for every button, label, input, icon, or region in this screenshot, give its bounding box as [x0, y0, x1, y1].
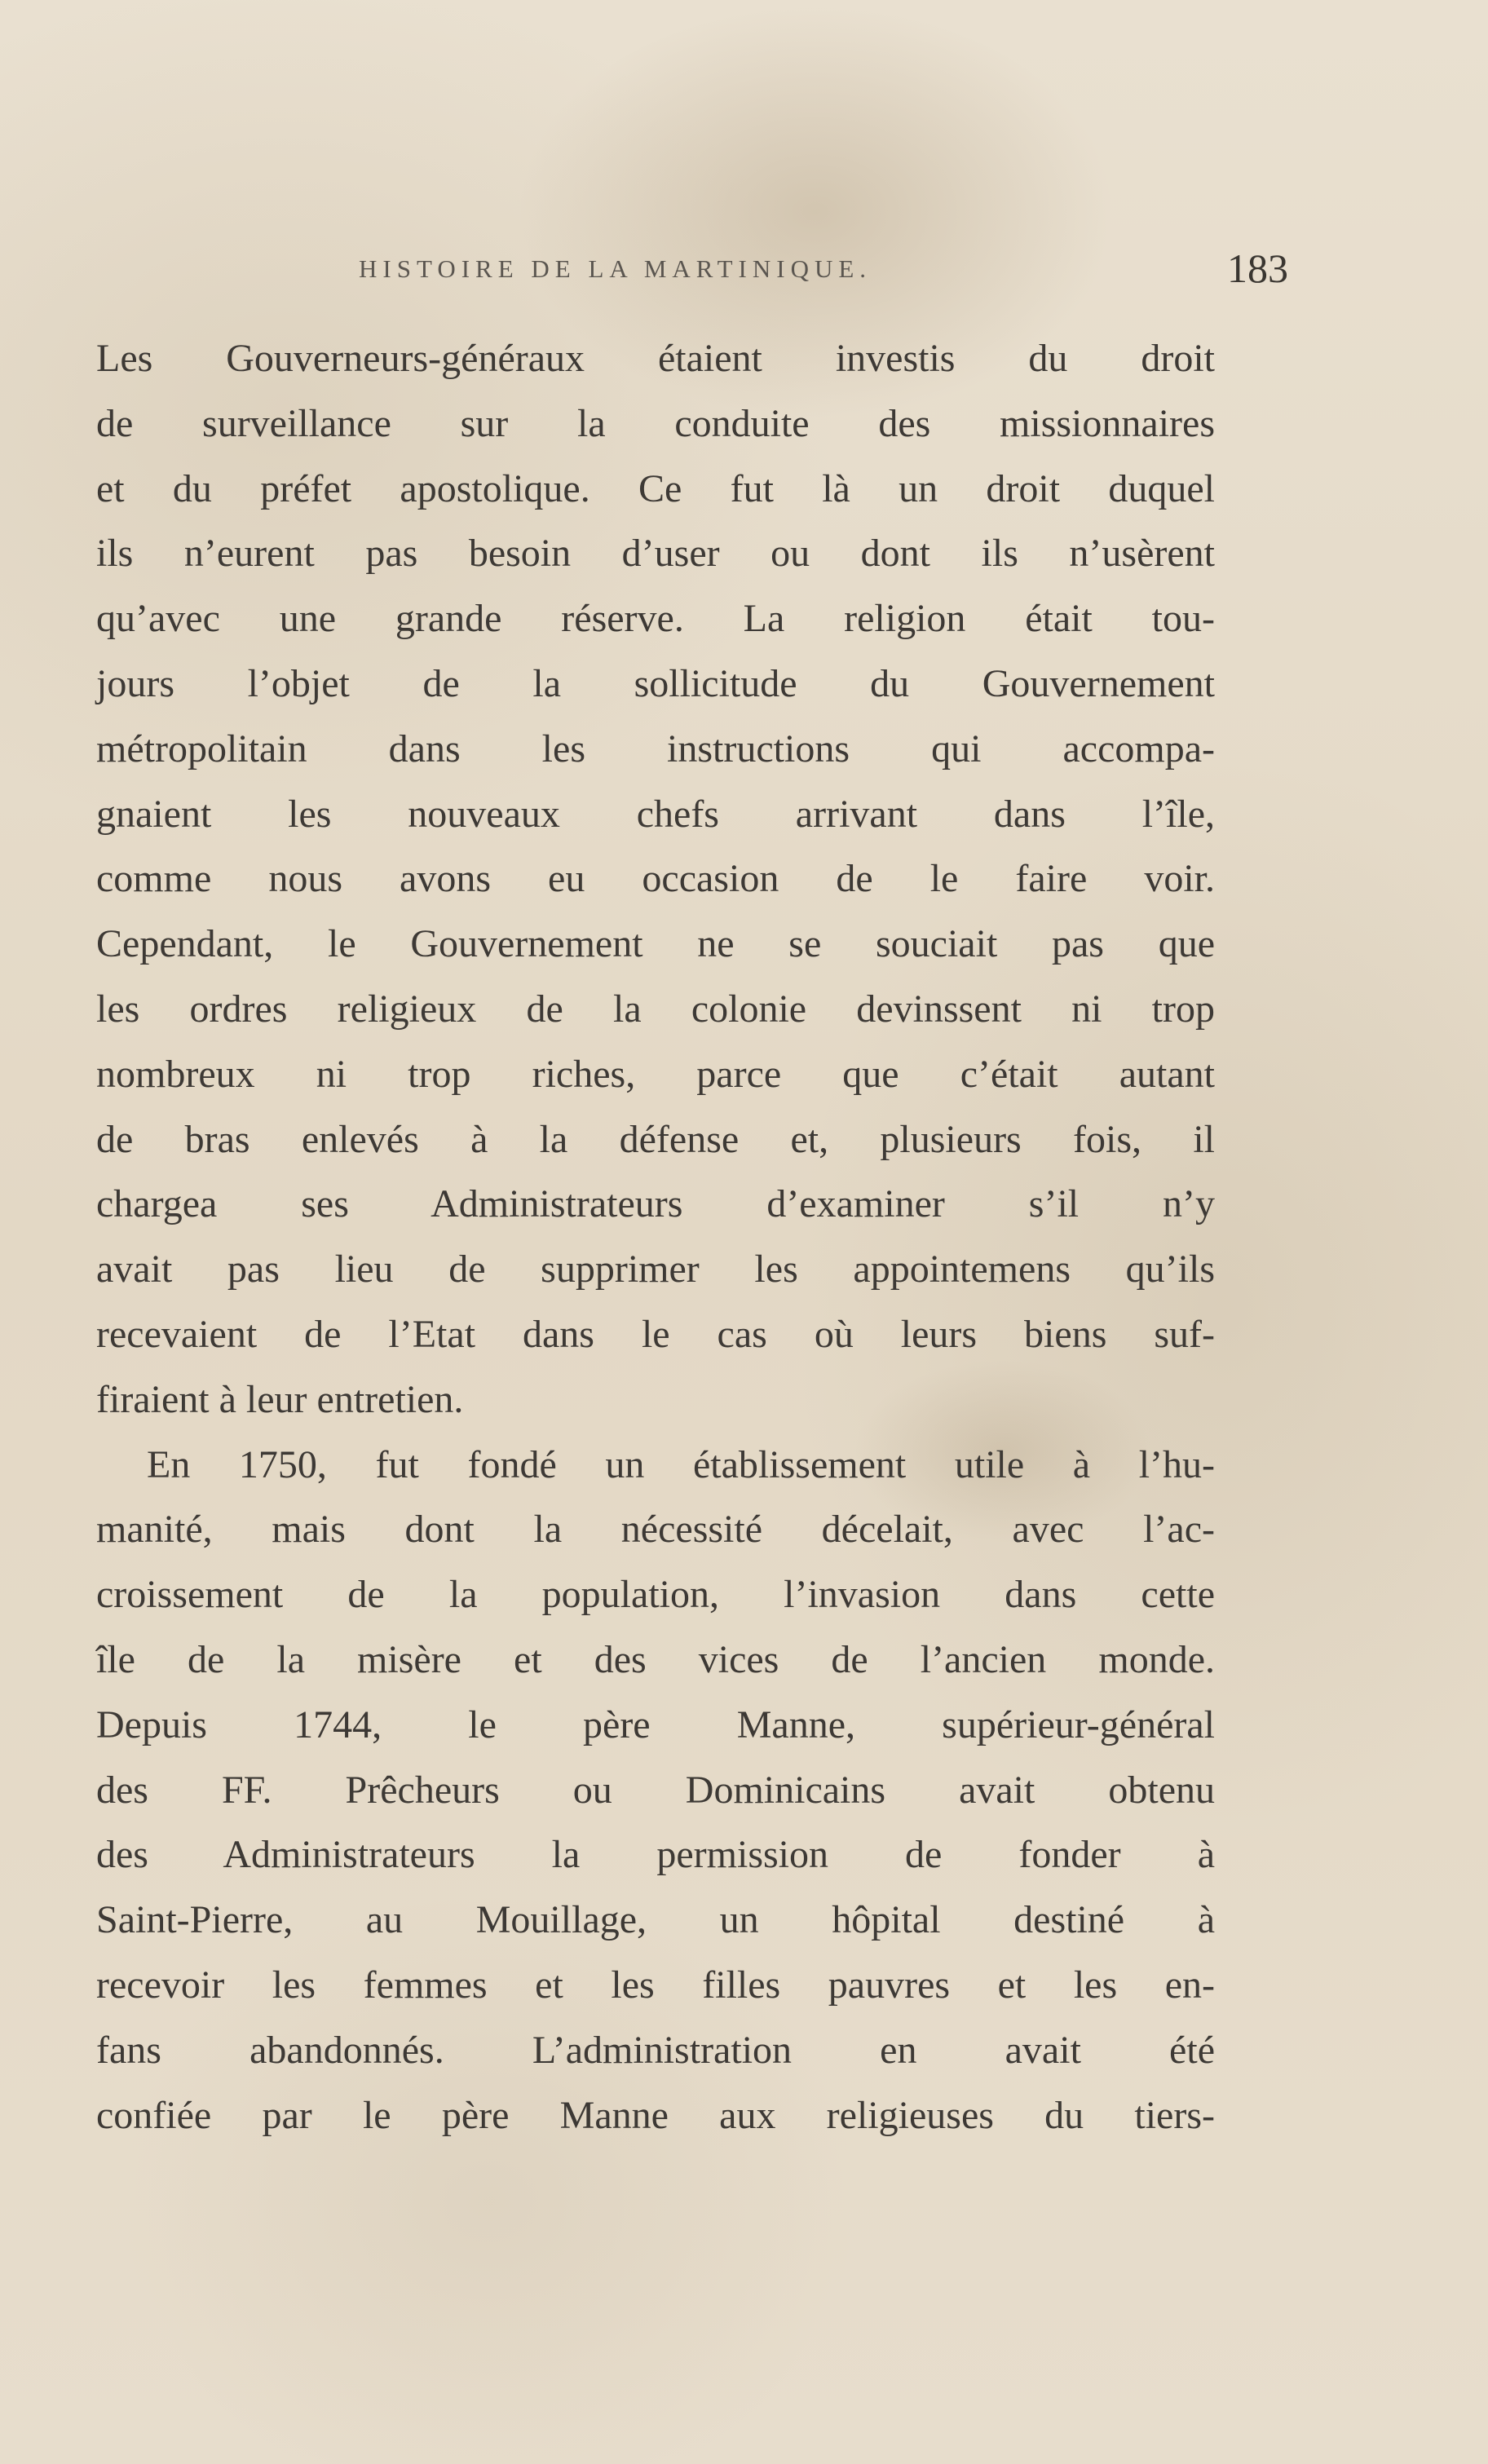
text-line: chargea ses Administrateurs d’examiner s’il n’y [96, 1182, 1215, 1226]
text-line: qu’avec une grande réserve. La religion était tou- [96, 597, 1215, 641]
text-line: firaient à leur entretien. [96, 1377, 464, 1421]
text-line: avait pas lieu de supprimer les appointemens qu’ils [96, 1247, 1215, 1292]
text-line: confiée par le père Manne aux religieuses du tiers- [96, 2093, 1215, 2137]
text-line: et du préfet apostolique. Ce fut là un droit duquel [96, 466, 1215, 510]
body-text [96, 326, 1215, 2148]
text-line: manité, mais dont la nécessité décelait, avec l’ac- [96, 1508, 1215, 1552]
text-line: nombreux ni trop riches, parce que c’était autant [96, 1052, 1215, 1096]
text-line: des FF. Prêcheurs ou Dominicains avait obtenu [96, 1768, 1215, 1812]
text-line: ils n’eurent pas besoin d’user ou dont ils n’usèrent [96, 532, 1215, 576]
running-head [359, 245, 1288, 294]
text-line: des Administrateurs la permission de fonder à [96, 1833, 1215, 1877]
text-line: fans abandonnés. L’administration en avait été [96, 2028, 1215, 2072]
text-line: gnaient les nouveaux chefs arrivant dans l’île, [96, 792, 1215, 836]
text-line: jours l’objet de la sollicitude du Gouvernement [96, 661, 1215, 705]
text-line: recevaient de l’Etat dans le cas où leurs biens suf- [96, 1312, 1215, 1356]
text-line: Les Gouverneurs-généraux étaient investis du droit [96, 337, 1215, 380]
text-line: Saint-Pierre, au Mouillage, un hôpital destiné à [96, 1898, 1215, 1942]
text-line: Cependant, le Gouvernement ne se souciait pas que [96, 922, 1215, 966]
text-line: de bras enlevés à la défense et, plusieurs fois, il [96, 1117, 1215, 1161]
text-line: En 1750, fut fondé un établissement utile à l’hu- [147, 1442, 1215, 1486]
text-line: croissement de la population, l’invasion dans cette [96, 1573, 1215, 1617]
text-line: de surveillance sur la conduite des missionnaires [96, 401, 1215, 445]
text-line: les ordres religieux de la colonie devinssent ni trop [96, 987, 1215, 1031]
text-line: recevoir les femmes et les filles pauvres et les en- [96, 1963, 1215, 2007]
page-number: 183 [1227, 245, 1288, 291]
text-line: comme nous avons eu occasion de le faire voir. [96, 857, 1215, 901]
running-title: HISTOIRE DE LA MARTINIQUE. [359, 254, 872, 283]
text-line: île de la misère et des vices de l’ancien monde. [96, 1637, 1215, 1681]
text-line: Depuis 1744, le père Manne, supérieur-général [96, 1702, 1215, 1746]
text-line: métropolitain dans les instructions qui accompa- [96, 726, 1215, 771]
